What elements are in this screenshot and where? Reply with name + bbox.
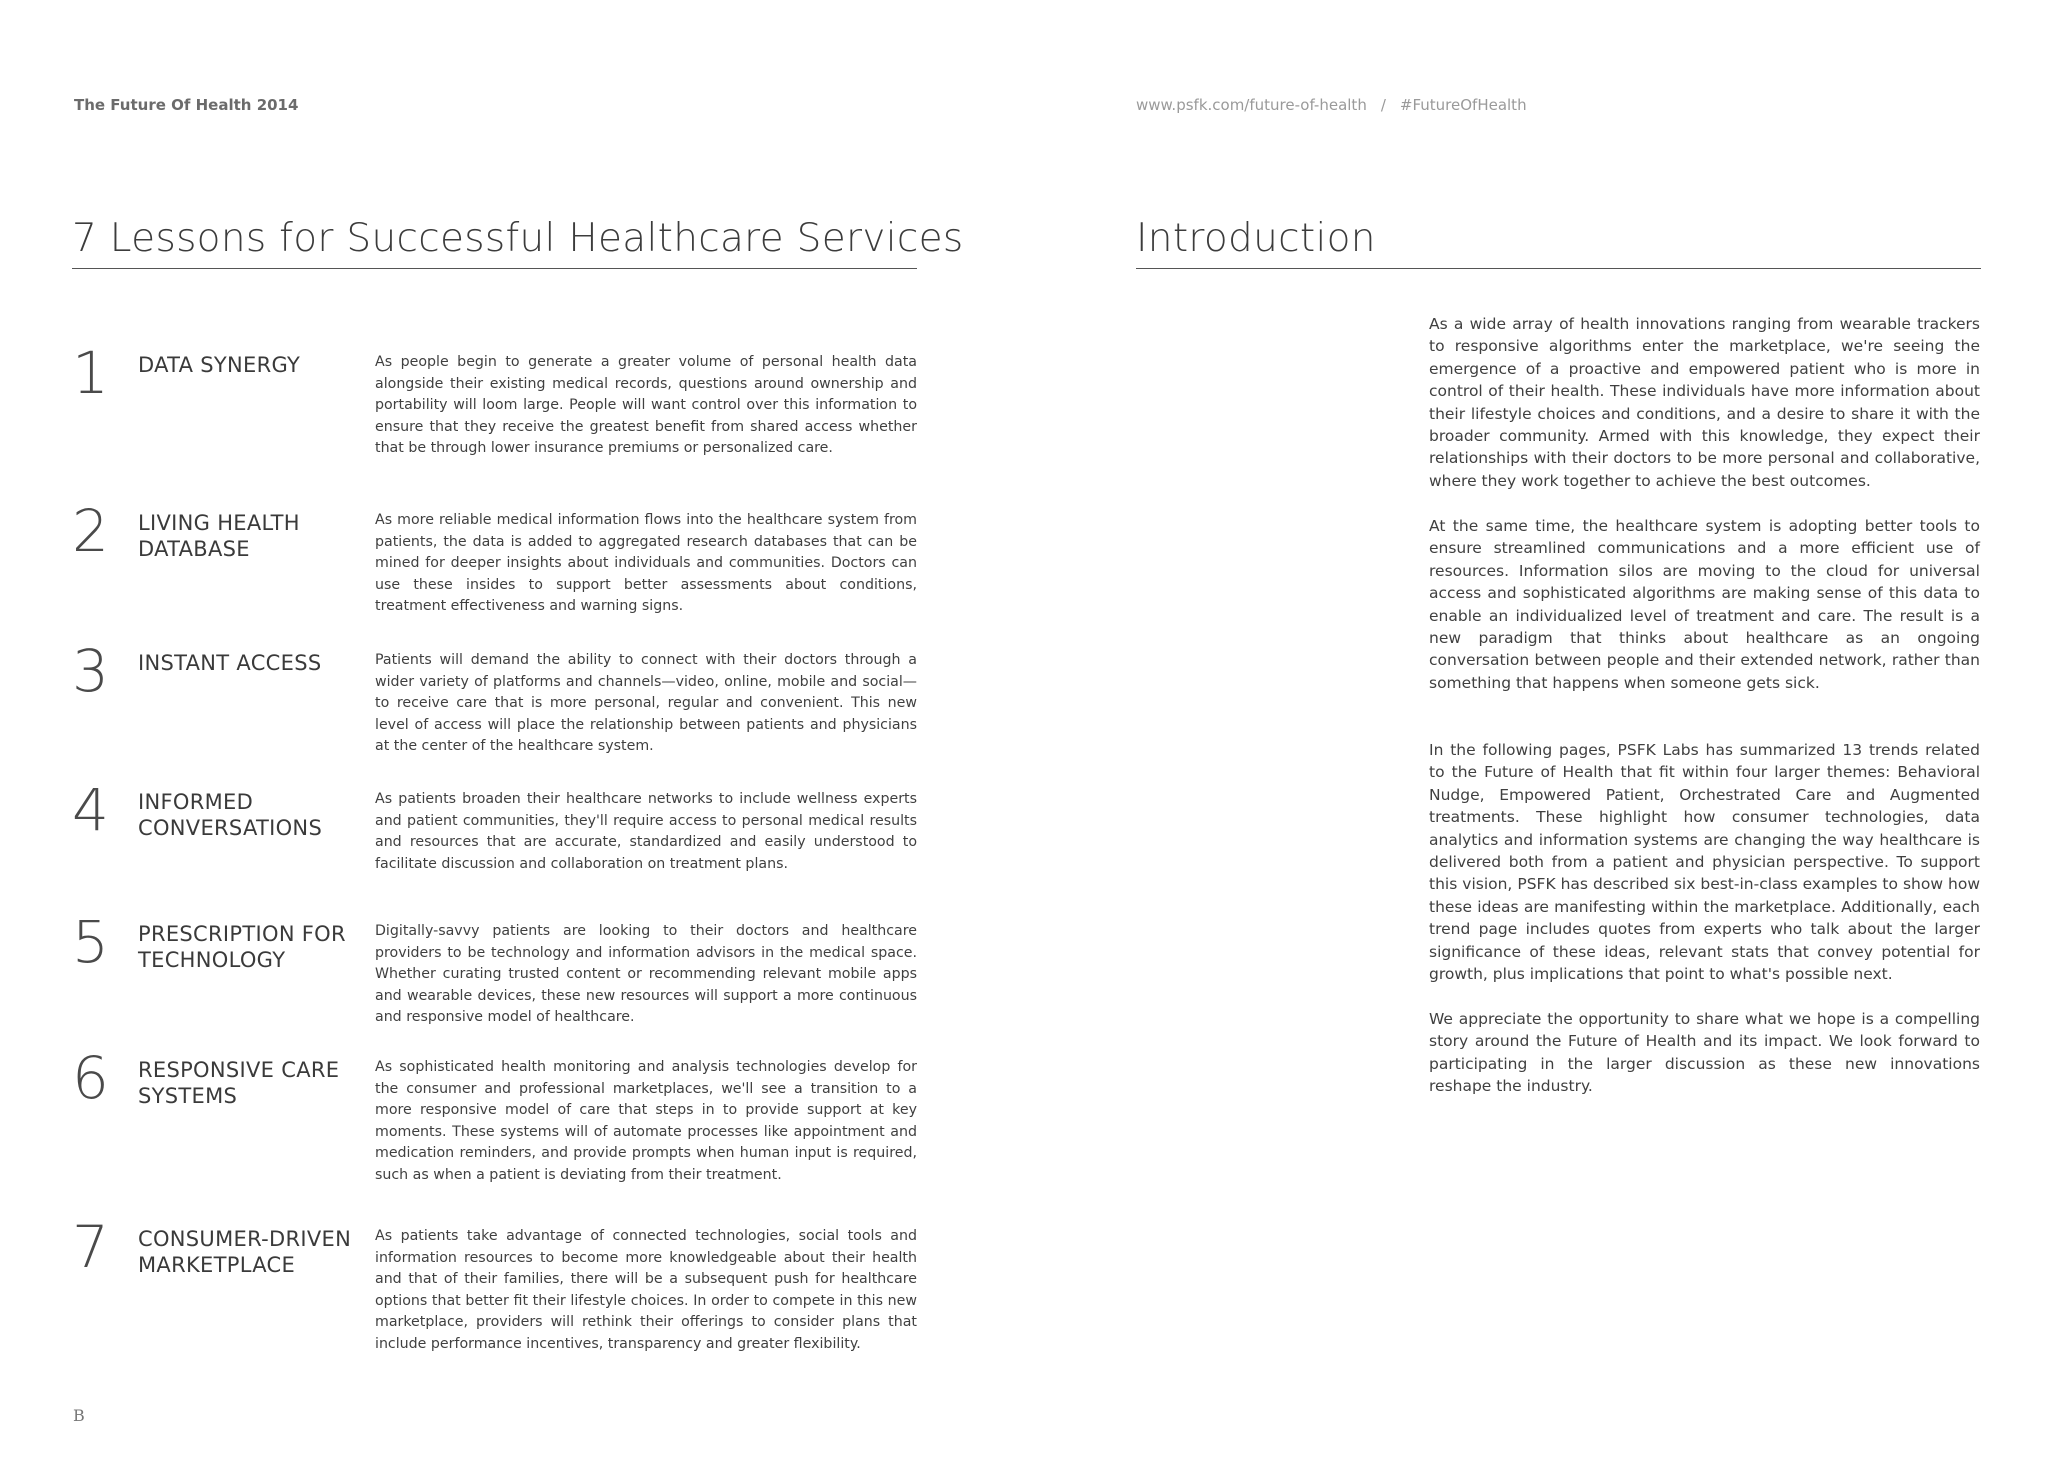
lesson-description: As patients take advantage of connected technologies, social tools and information resources to become more knowledgeable about their health and that of their families, there will be a subsequent push for healthcare options that better fit their lifestyle choices. In order to compete in this new marketplace, providers will rethink their offerings to consider plans that include performance incentives, transparency and greater flexibility.: [375, 1228, 917, 1352]
intro-paragraph: As a wide array of health innovations ranging from wearable trackers to responsive algorithms enter the marketplace, we're seeing the emergence of a proactive and empowered patient who is more in control of their health. These individuals have more information about their lifestyle choices and conditions, and a desire to share it with the broader community. Armed with this knowledge, they expect their relationships with their doctors to be more personal and collaborative, where they work together to achieve the best outcomes.: [1429, 315, 1980, 490]
lesson-number: 1: [72, 339, 109, 407]
header-links: [1136, 96, 1527, 114]
lesson-name: INFORMED CONVERSATIONS: [138, 790, 323, 840]
publication-title: The Future Of Health 2014: [74, 96, 299, 114]
lessons-title-divider: [72, 268, 917, 269]
intro-paragraph: At the same time, the healthcare system is adopting better tools to ensure streamlined communications and a more efficient use of resources. Information silos are moving to the cloud for universal access and sophisticated algorithms are making sense of this data to enable an individualized level of treatment and care. The result is a new paradigm that thinks about healthcare as an ongoing conversation between people and their extended network, rather than something that happens when someone gets sick.: [1429, 517, 1980, 692]
lesson-description: Patients will demand the ability to connect with their doctors through a wider variety of platforms and channels—video, online, mobile and social—to receive care that is more personal, regular and convenient. This new level of access will place the relationship between patients and physicians at the center of the healthcare system.: [375, 652, 917, 754]
lesson-description: As sophisticated health monitoring and analysis technologies develop for the consumer and professional marketplaces, we'll see a transition to a more responsive model of care that steps in to provide support at key moments. These systems will of automate processes like appointment and medication reminders, and provide prompts when human input is required, such as when a patient is deviating from their treatment.: [375, 1059, 917, 1183]
lesson-number: 3: [72, 637, 109, 705]
lessons-title: 7 Lessons for Successful Healthcare Services: [72, 216, 964, 261]
lesson-description: As patients broaden their healthcare networks to include wellness experts and patient communities, they'll require access to personal medical results and resources that are accurate, standardized and easily understood to facilitate discussion and collaboration on treatment plans.: [375, 791, 917, 872]
lesson-description: Digitally-savvy patients are looking to their doctors and healthcare providers to be technology and information advisors in the medical space. Whether curating trusted content or recommending relevant mobile apps and wearable devices, these new resources will support a more continuous and responsive model of healthcare.: [375, 923, 917, 1025]
lesson-name: DATA SYNERGY: [138, 353, 301, 377]
website-url[interactable]: www.psfk.com/future-of-health: [1136, 96, 1367, 114]
lesson-name: LIVING HEALTH DATABASE: [138, 511, 300, 561]
lesson-description: As more reliable medical information flows into the healthcare system from patients, the data is added to aggregated research databases that can be mined for deeper insights about individuals and communities. Doctors can use these insides to support better assessments about conditions, treatment effectiveness and warning signs.: [375, 512, 917, 614]
lesson-number: 2: [72, 497, 109, 565]
lesson-number: 5: [72, 908, 109, 976]
page-number: B: [73, 1406, 85, 1425]
lesson-name: PRESCRIPTION FOR TECHNOLOGY: [138, 922, 346, 972]
introduction-title: Introduction: [1136, 216, 1376, 261]
lesson-name: RESPONSIVE CARE SYSTEMS: [138, 1058, 340, 1108]
intro-paragraph: We appreciate the opportunity to share what we hope is a compelling story around the Future of Health and its impact. We look forward to participating in the larger discussion as these new innovations reshape the industry.: [1429, 1010, 1980, 1096]
lesson-number: 4: [72, 776, 109, 844]
intro-paragraph: In the following pages, PSFK Labs has summarized 13 trends related to the Future of Health that fit within four larger themes: Behavioral Nudge, Empowered Patient, Orchestrated Care and Augmented treatments. These highlight how consumer technologies, data analytics and information systems are changing the way healthcare is delivered both from a patient and physician perspective. To support this vision, PSFK has described six best-in-class examples to show how these ideas are manifesting within the marketplace. Additionally, each trend page includes quotes from experts who talk about the larger significance of these ideas, relevant stats that convey potential for growth, plus implications that point to what's possible next.: [1429, 741, 1980, 984]
lesson-number: 6: [72, 1044, 109, 1112]
introduction-title-divider: [1136, 268, 1981, 269]
lesson-name: CONSUMER-DRIVEN MARKETPLACE: [138, 1227, 352, 1277]
lesson-number: 7: [72, 1213, 109, 1281]
hashtag[interactable]: #FutureOfHealth: [1399, 96, 1527, 114]
lesson-name: INSTANT ACCESS: [138, 651, 322, 675]
lesson-description: As people begin to generate a greater volume of personal health data alongside their existing medical records, questions around ownership and portability will loom large. People will want control over this information to ensure that they receive the greatest benefit from shared access whether that be through lower insurance premiums or personalized care.: [375, 354, 917, 456]
header-separator: /: [1380, 96, 1386, 114]
